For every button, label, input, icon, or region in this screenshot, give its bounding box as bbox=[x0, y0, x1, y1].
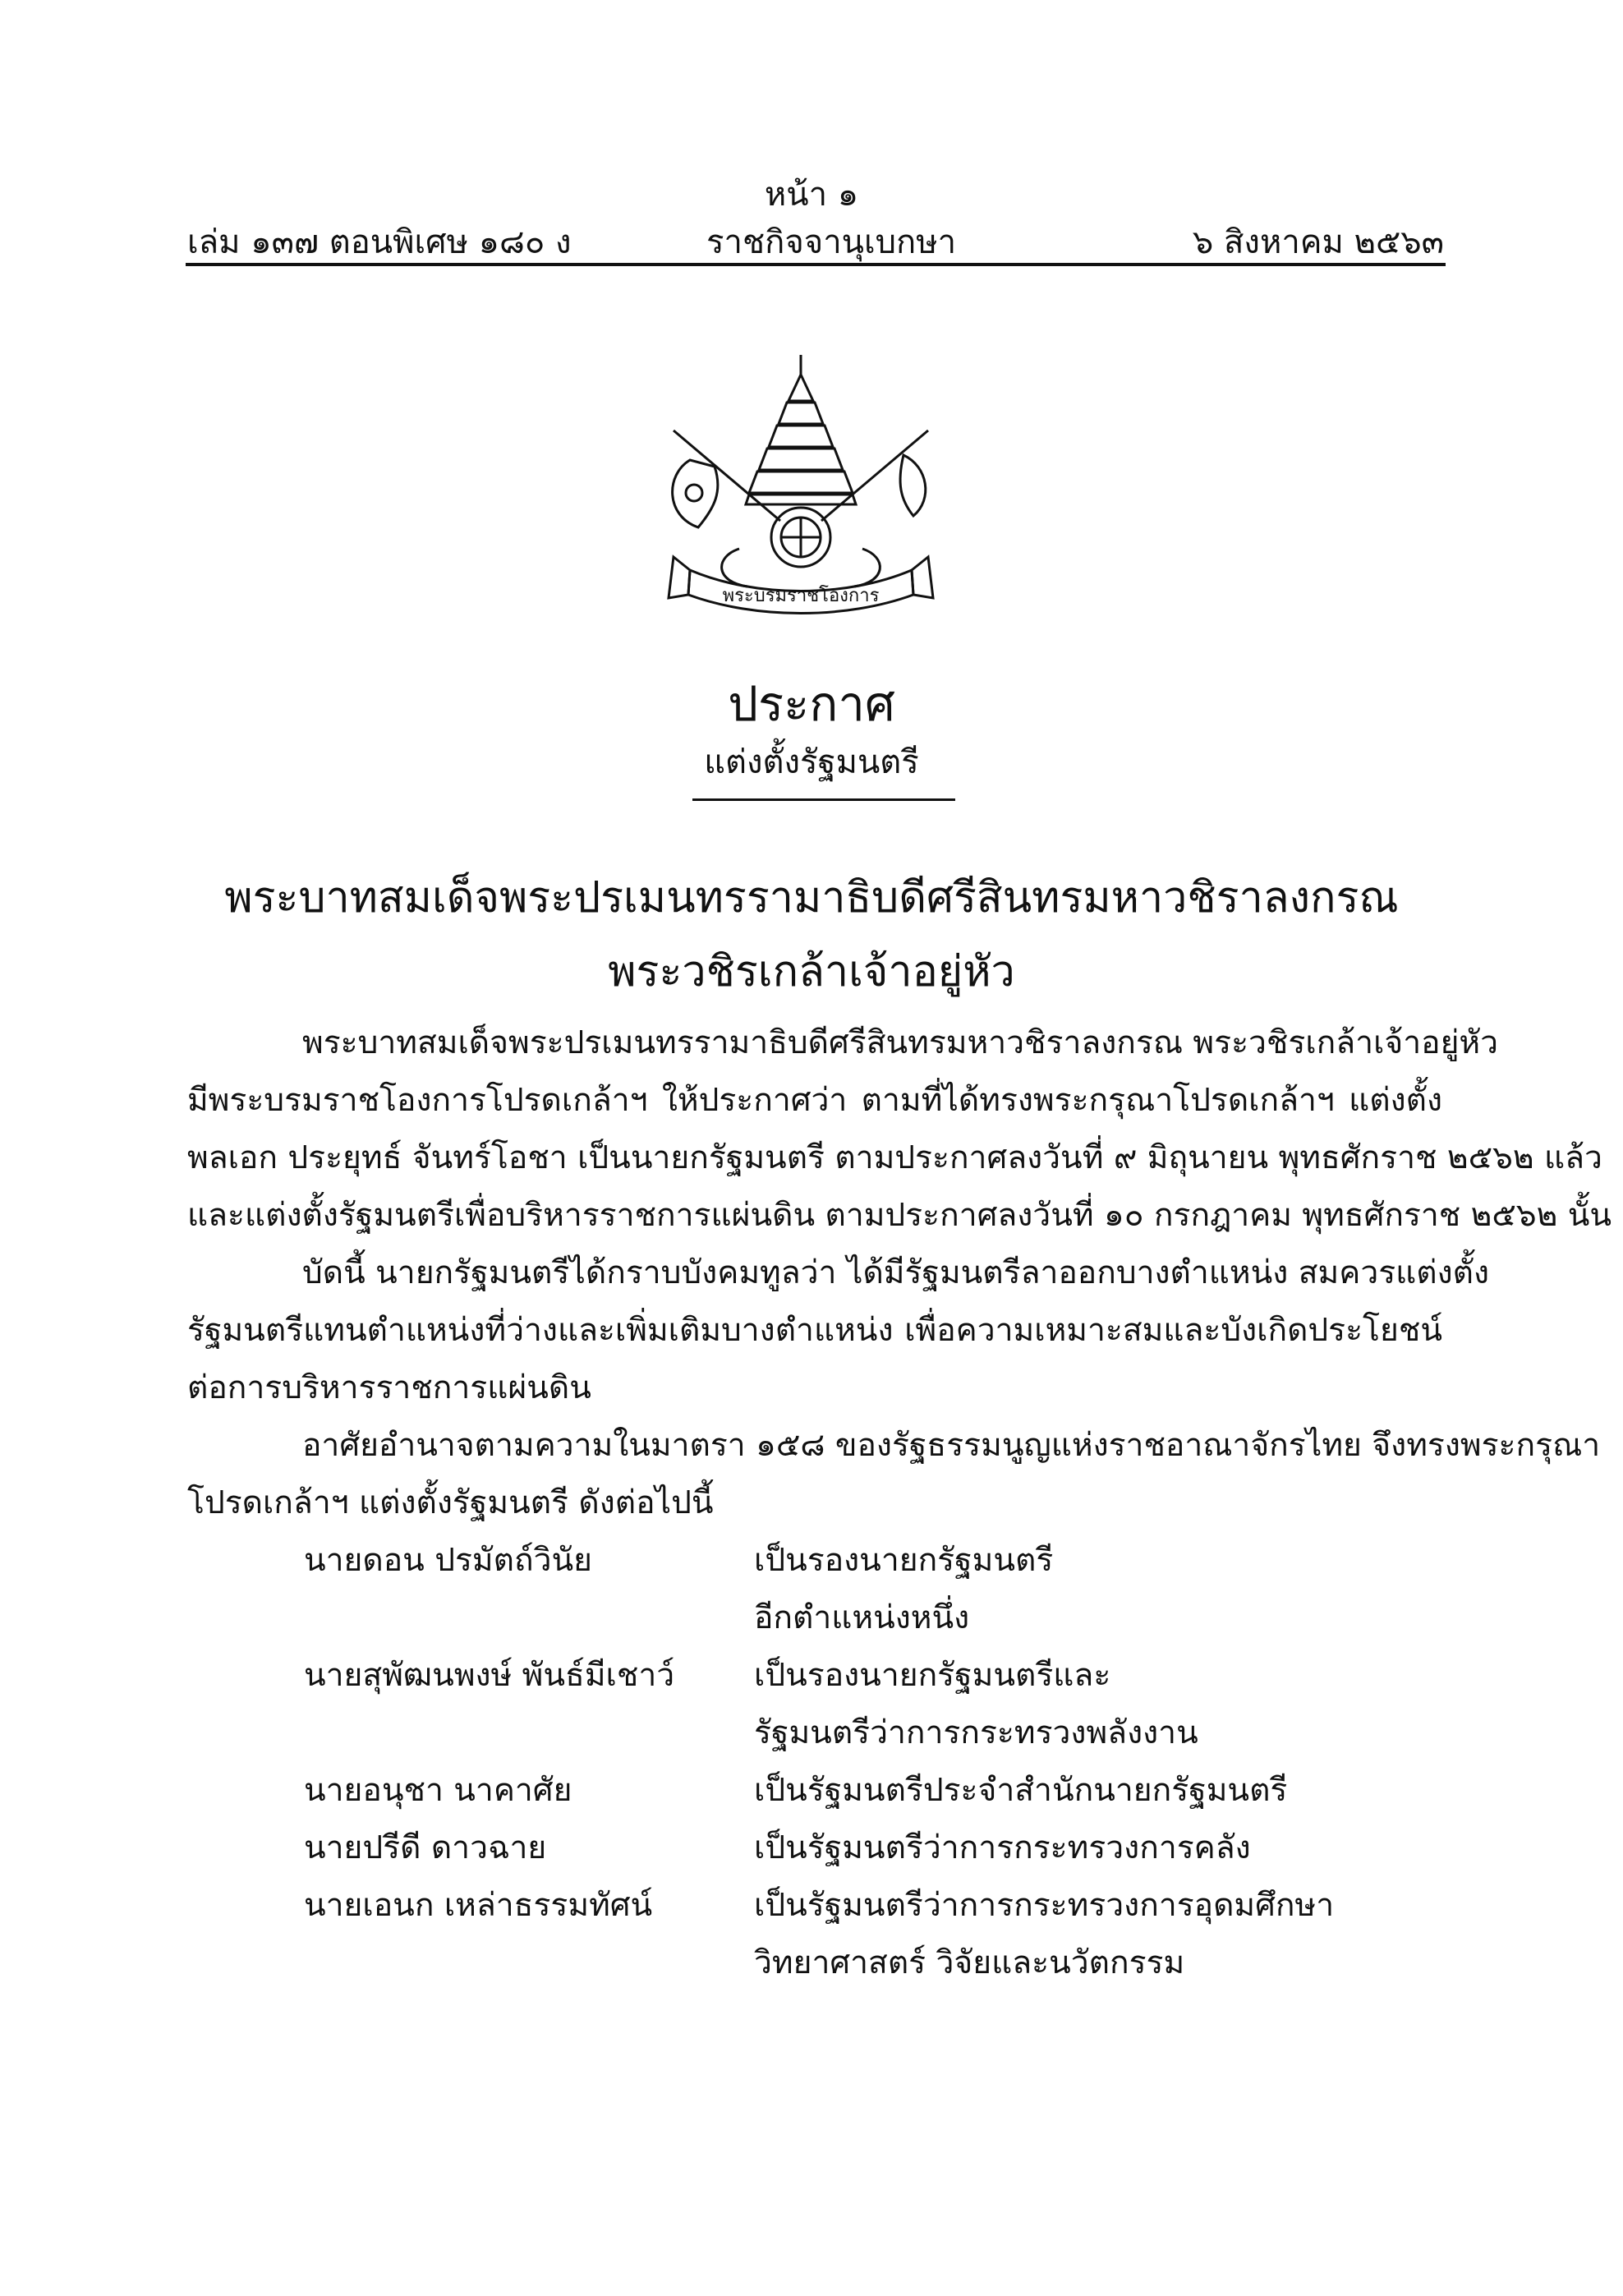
appointee-name: นายดอน ปรมัตถ์วินัย bbox=[304, 1542, 592, 1579]
paragraph-line: ต่อการบริหารราชการแผ่นดิน bbox=[187, 1369, 591, 1406]
paragraph-line: บัดนี้ นายกรัฐมนตรีได้กราบบังคมทูลว่า ได้มีรัฐมนตรีลาออกบางตำแหน่ง สมควรแต่งตั้ง bbox=[302, 1254, 1490, 1291]
paragraph-line: รัฐมนตรีแทนตำแหน่งที่ว่างและเพิ่มเติมบางตำแหน่ง เพื่อความเหมาะสมและบังเกิดประโยชน์ bbox=[187, 1312, 1442, 1349]
volume-issue: เล่ม ๑๓๗ ตอนพิเศษ ๑๘๐ ง bbox=[187, 223, 572, 261]
paragraph-line: โปรดเกล้าฯ แต่งตั้งรัฐมนตรี ดังต่อไปนี้ bbox=[187, 1484, 714, 1521]
paragraph-line: อาศัยอำนาจตามความในมาตรา ๑๕๘ ของรัฐธรรมนูญแห่งราชอาณาจักรไทย จึงทรงพระกรุณา bbox=[302, 1427, 1601, 1464]
appointee-position: เป็นรัฐมนตรีว่าการกระทรวงการคลัง bbox=[754, 1829, 1251, 1866]
king-title-line-2: พระวชิรเกล้าเจ้าอยู่หัว bbox=[608, 947, 1015, 996]
paragraph-line: พระบาทสมเด็จพระปรเมนทรรามาธิบดีศรีสินทรมหาวชิราลงกรณ พระวชิรเกล้าเจ้าอยู่หัว bbox=[302, 1024, 1499, 1061]
appointee-name: นายเอนก เหล่าธรรมทัศน์ bbox=[304, 1887, 653, 1924]
king-title-line-1: พระบาทสมเด็จพระปรเมนทรรามาธิบดีศรีสินทรมหาวชิราลงกรณ bbox=[224, 873, 1399, 923]
appointee-position: เป็นรองนายกรัฐมนตรี bbox=[754, 1542, 1054, 1579]
page-number: หน้า ๑ bbox=[764, 176, 859, 214]
gazette-name: ราชกิจจานุเบกษา bbox=[706, 223, 957, 261]
publication-date: ๖ สิงหาคม ๒๕๖๓ bbox=[1192, 223, 1444, 261]
header-rule bbox=[186, 263, 1446, 266]
appointee-position: เป็นรัฐมนตรีประจำสำนักนายกรัฐมนตรี bbox=[754, 1772, 1288, 1809]
appointee-position: รัฐมนตรีว่าการกระทรวงพลังงาน bbox=[754, 1714, 1198, 1751]
paragraph-line: พลเอก ประยุทธ์ จันทร์โอชา เป็นนายกรัฐมนตรี ตามประกาศลงวันที่ ๙ มิถุนายน พุทธศักราช ๒๕๖๒ แล้ว bbox=[187, 1139, 1602, 1176]
appointee-name: นายปรีดี ดาวฉาย bbox=[304, 1829, 547, 1866]
gazette-header-row bbox=[187, 215, 1444, 265]
emblem-ribbon-text: พระบรมราชโองการ bbox=[722, 586, 880, 606]
title-rule bbox=[692, 798, 955, 801]
appointee-position: เป็นรัฐมนตรีว่าการกระทรวงการอุดมศึกษา bbox=[754, 1887, 1335, 1924]
appointee-name: นายอนุชา นาคาศัย bbox=[304, 1772, 572, 1809]
paragraph-line: มีพระบรมราชโองการโปรดเกล้าฯ ให้ประกาศว่า ตามที่ได้ทรงพระกรุณาโปรดเกล้าฯ แต่งตั้ง bbox=[187, 1082, 1442, 1119]
appointee-name: นายสุพัฒนพงษ์ พันธ์มีเชาว์ bbox=[304, 1657, 675, 1694]
paragraph-line: และแต่งตั้งรัฐมนตรีเพื่อบริหารราชการแผ่นดิน ตามประกาศลงวันที่ ๑๐ กรกฎาคม พุทธศักราช ๒๕๖๒ นั้น bbox=[187, 1197, 1612, 1234]
appointee-position: วิทยาศาสตร์ วิจัยและนวัตกรรม bbox=[754, 1944, 1185, 1981]
appointee-position: เป็นรองนายกรัฐมนตรีและ bbox=[754, 1657, 1111, 1694]
document-subtitle: แต่งตั้งรัฐมนตรี bbox=[704, 743, 919, 781]
appointee-position: อีกตำแหน่งหนึ่ง bbox=[754, 1599, 970, 1636]
royal-seal-emblem bbox=[657, 352, 945, 623]
document-title: ประกาศ bbox=[728, 676, 895, 732]
